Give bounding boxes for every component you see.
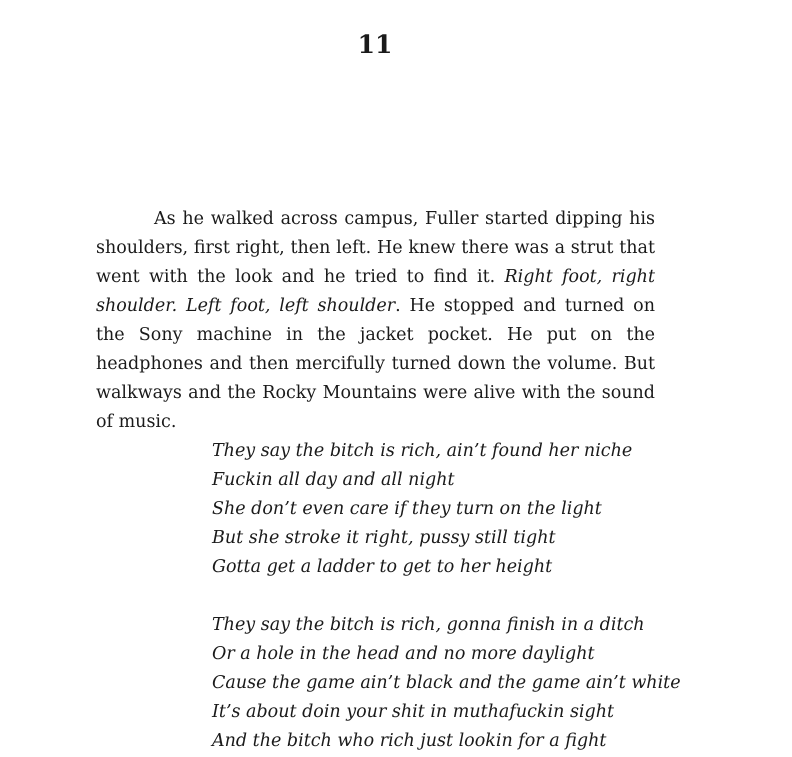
paragraph-text: As he walked across campus, Fuller started dipping his shoulders, first right, then left. He knew there was a strut that went with the look and he tried to find it. [96,209,655,287]
verse-line: Fuckin all day and all night [212,470,455,490]
verse-line: It’s about doin your shit in muthafuckin sight [212,702,615,722]
body-paragraph [96,205,655,437]
chapter-number: 11 [357,30,393,59]
verse-line: Cause the game ain’t black and the game ain’t white [212,673,681,693]
verse-stanza-2 [212,611,692,756]
verse-line: Or a hole in the head and no more daylight [212,644,595,664]
verse-line: They say the bitch is rich, gonna finish in a ditch [212,615,645,635]
verse-line: But she stroke it right, pussy still tight [212,528,556,548]
paragraph-italic-text: Right foot, right shoulder. Left foot, left shoulder [96,267,655,316]
verse-line: Gotta get a ladder to get to her height [212,557,553,577]
verse-line: And the bitch who rich just lookin for a fight [212,731,607,751]
verse-line: They say the bitch is rich, ain’t found her niche [212,441,633,461]
paragraph-text: . He stopped and turned on the Sony machine in the jacket pocket. He put on the headphones and then mercifully turned down the volume. But walkways and the Rocky Mountains were alive with the sound of music. [96,296,655,432]
verse-line: She don’t even care if they turn on the light [212,499,602,519]
verse-stanza-1 [212,437,692,582]
